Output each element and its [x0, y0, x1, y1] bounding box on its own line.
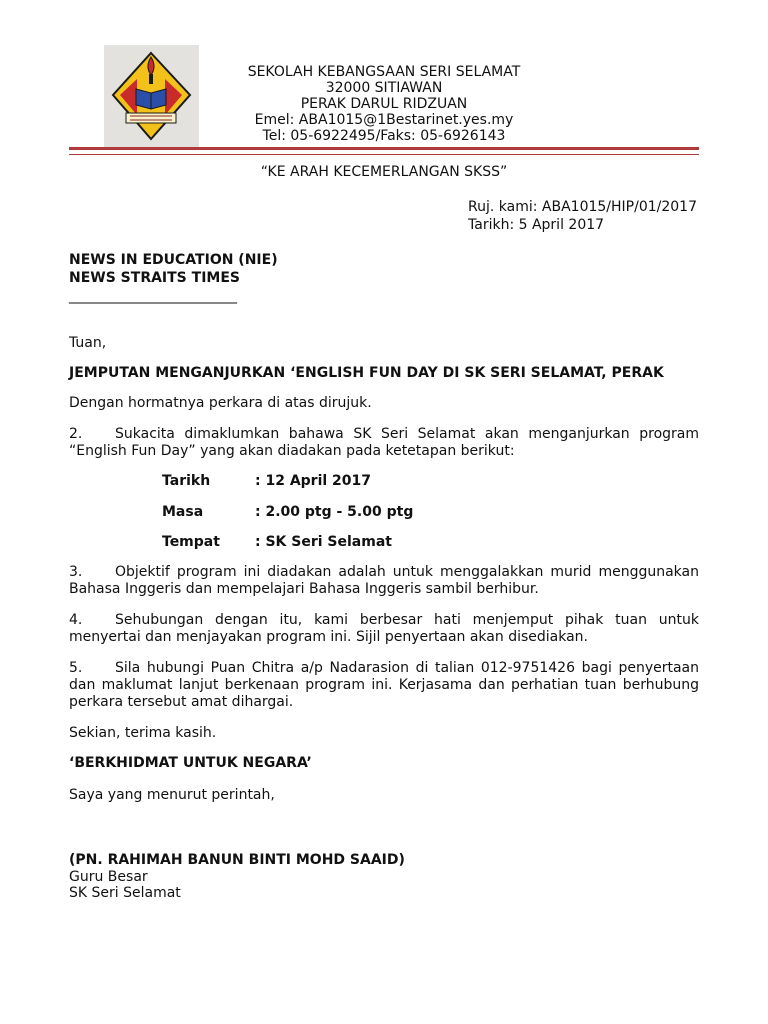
signoff: Saya yang menurut perintah,	[69, 787, 275, 803]
paragraph-3	[69, 564, 699, 598]
paragraph-4	[69, 612, 699, 646]
detail-date-label: Tarikh	[162, 473, 211, 489]
opening-line: Dengan hormatnya perkara di atas dirujuk.	[69, 395, 372, 411]
school-email: Emel: ABA1015@1Bestarinet.yes.my	[254, 112, 514, 128]
signatory-title: Guru Besar	[69, 869, 148, 885]
detail-time-value: : 2.00 ptg - 5.00 ptg	[255, 504, 414, 520]
school-name: SEKOLAH KEBANGSAAN SERI SELAMAT	[247, 64, 521, 80]
paragraph-2-text: Sukacita dimaklumkan bahawa SK Seri Selamat akan menganjurkan program “English Fun Day” yang akan diadakan pada ketetapan berikut:	[69, 426, 699, 459]
letterhead	[200, 64, 568, 144]
signatory-name: (PN. RAHIMAH BANUN BINTI MOHD SAAID)	[69, 852, 405, 868]
recipient-line-2: NEWS STRAITS TIMES	[69, 270, 240, 286]
paragraph-3-text: Objektif program ini diadakan adalah untuk menggalakkan murid menggunakan Bahasa Inggeris dan mempelajari Bahasa Inggeris sambil berhibur.	[69, 564, 699, 597]
detail-row-time	[162, 504, 413, 520]
slogan: ‘BERKHIDMAT UNTUK NEGARA’	[69, 755, 312, 771]
reference-number: Ruj. kami: ABA1015/HIP/01/2017	[468, 199, 697, 215]
paragraph-3-number: 3.	[69, 564, 83, 580]
school-state: PERAK DARUL RIDZUAN	[300, 96, 468, 112]
header-divider-thin	[69, 154, 699, 155]
reference-block	[468, 198, 697, 234]
paragraph-5-number: 5.	[69, 660, 83, 676]
detail-date-value: : 12 April 2017	[255, 473, 372, 489]
letter-date: Tarikh: 5 April 2017	[468, 217, 605, 233]
closing-line: Sekian, terima kasih.	[69, 725, 217, 741]
paragraph-5	[69, 660, 699, 711]
school-phone: Tel: 05-6922495/Faks: 05-6926143	[262, 128, 506, 144]
school-postcode-city: 32000 SITIAWAN	[325, 80, 443, 96]
detail-place-label: Tempat	[162, 534, 220, 550]
paragraph-4-text: Sehubungan dengan itu, kami berbesar hati menjemput pihak tuan untuk menyertai dan menjayakan program ini. Sijil penyertaan akan disediakan.	[69, 612, 699, 645]
paragraph-5-text: Sila hubungi Puan Chitra a/p Nadarasion di talian 012-9751426 bagi penyertaan dan maklumat lanjut berkenaan program ini. Kerjasama dan perhatian tuan berhubung perkara tersebut amat dihargai.	[69, 660, 699, 710]
recipient-address-blank: ________________________	[69, 288, 237, 304]
recipient-line-1: NEWS IN EDUCATION (NIE)	[69, 252, 278, 268]
detail-time-label: Masa	[162, 504, 204, 520]
detail-row-date	[162, 473, 371, 489]
paragraph-2	[69, 426, 699, 460]
school-crest-logo	[104, 45, 199, 147]
header-divider-thick	[69, 147, 699, 150]
crest-graphic	[104, 45, 199, 147]
salutation: Tuan,	[69, 335, 107, 351]
detail-place-value: : SK Seri Selamat	[255, 534, 392, 550]
paragraph-4-number: 4.	[69, 612, 83, 628]
signatory-school: SK Seri Selamat	[69, 885, 181, 901]
detail-row-place	[162, 534, 392, 550]
recipient-block	[69, 251, 278, 305]
letter-subject: JEMPUTAN MENGANJURKAN ‘ENGLISH FUN DAY DI SK SERI SELAMAT, PERAK	[69, 365, 664, 381]
paragraph-2-number: 2.	[69, 426, 83, 442]
school-motto: “KE ARAH KECEMERLANGAN SKSS”	[260, 164, 508, 180]
